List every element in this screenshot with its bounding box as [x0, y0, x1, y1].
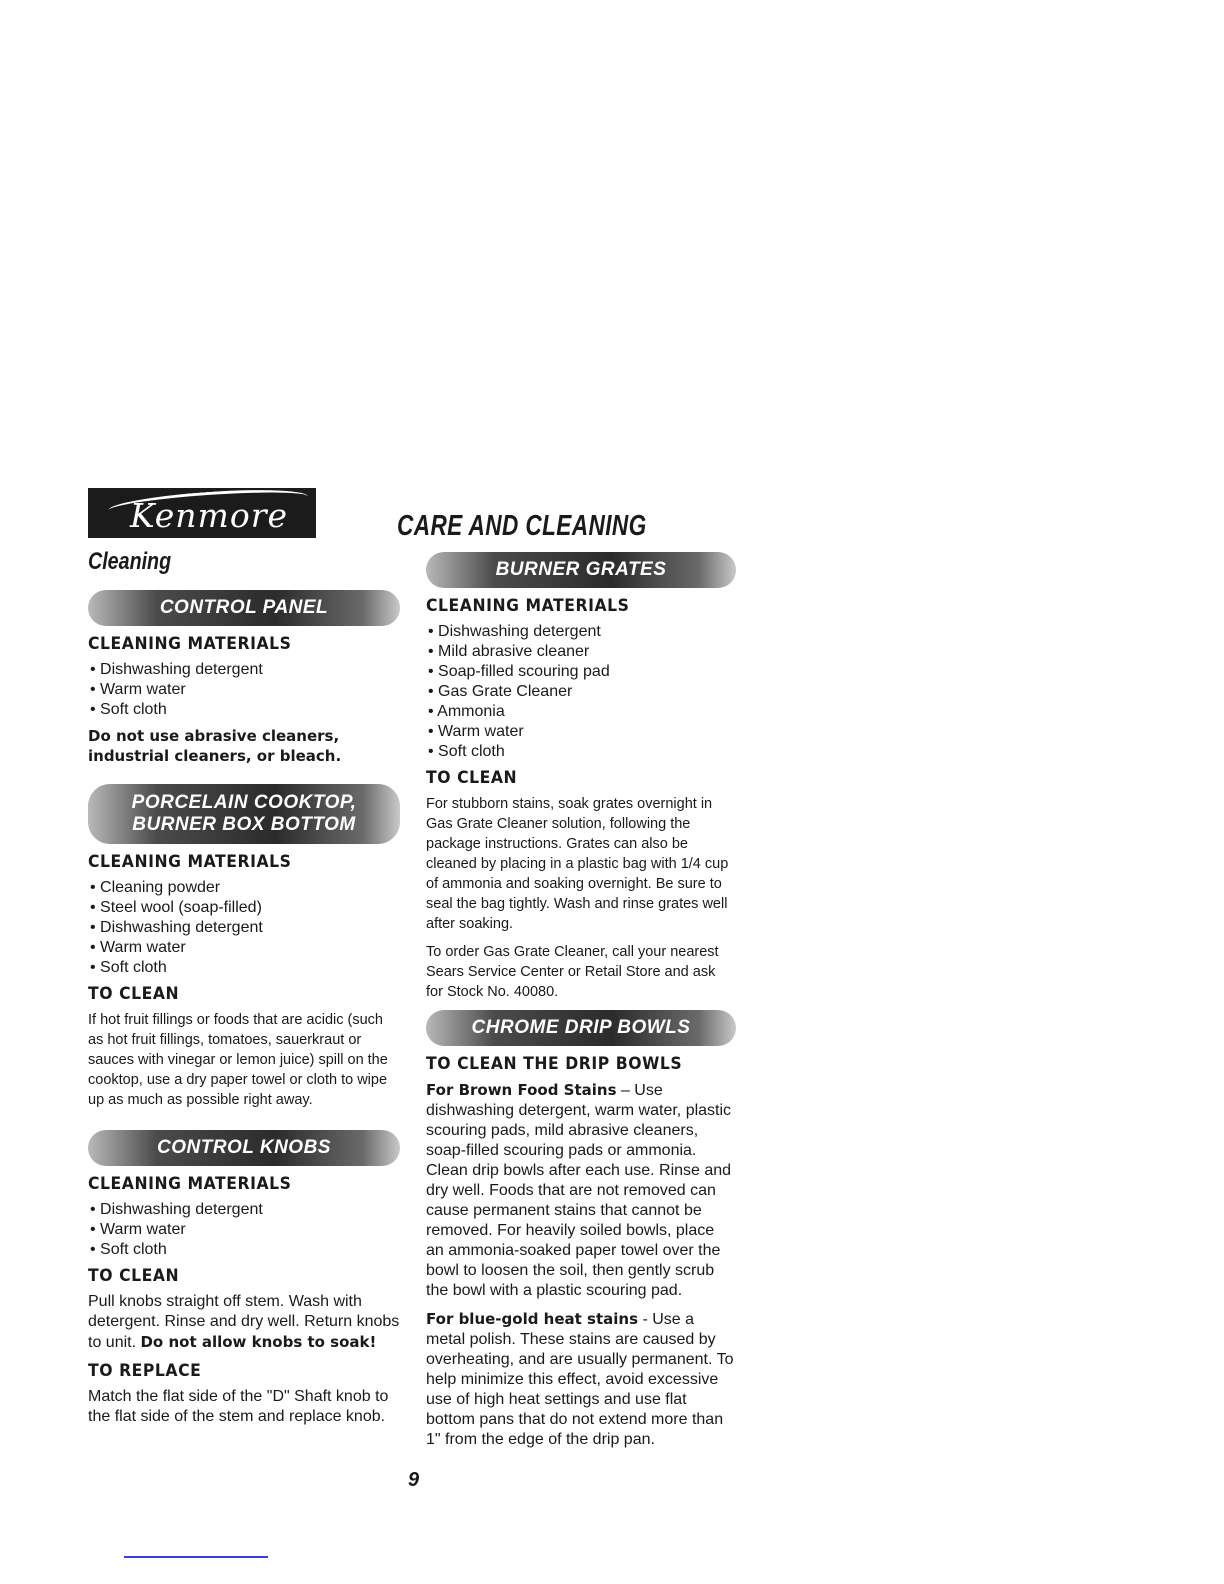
- blue-gold-stains-text: For blue-gold heat stains - Use a metal polish. These stains are caused by overheating, and are usually permanent. To help minimize this effect, avoid excessive use of high heat settings and use flat bottom pans that do not extend more than 1" from the edge of the drip pan.: [426, 1310, 734, 1448]
- list-item: • Soap-filled scouring pad: [428, 663, 610, 680]
- list-item: • Warm water: [428, 723, 524, 740]
- list-item: • Warm water: [90, 939, 186, 956]
- porcelain-banner: [88, 784, 400, 844]
- control-knobs-banner: CONTROL KNOBS: [88, 1130, 400, 1166]
- blue-gold-lead: For blue-gold heat stains: [426, 1310, 638, 1328]
- control-panel-banner: CONTROL PANEL: [88, 590, 400, 626]
- burner-grates-banner: BURNER GRATES: [426, 552, 736, 588]
- brown-stains-text: For Brown Food Stains – Use dishwashing detergent, warm water, plastic scouring pads, mild abrasive cleaners, soap-filled scouring pads or ammonia. Clean drip bowls after each use. Rinse and dry well. Foods that are not removed can cause permanent stains that cannot be removed. For heavily soiled bowls, place an ammonia-soaked paper towel over the bowl to loosen the soil, then gently scrub the bowl with a plastic scouring pad.: [426, 1081, 732, 1299]
- list-item: • Steel wool (soap-filled): [90, 899, 262, 916]
- logo-text: Kenmore: [130, 496, 289, 535]
- chrome-drip-bowls-section: [426, 1010, 736, 1450]
- cleaning-materials-heading: CLEANING MATERIALS: [88, 852, 292, 872]
- list-item: • Mild abrasive cleaner: [428, 643, 590, 660]
- list-item: • Dishwashing detergent: [428, 623, 601, 640]
- cleaning-materials-heading: CLEANING MATERIALS: [88, 1174, 292, 1194]
- list-item: • Soft cloth: [428, 743, 505, 760]
- cleaning-materials-heading: CLEANING MATERIALS: [426, 596, 630, 616]
- to-clean-drip-bowls-heading: TO CLEAN THE DRIP BOWLS: [426, 1054, 683, 1074]
- materials-list: [426, 622, 736, 762]
- list-item: • Soft cloth: [90, 1241, 167, 1258]
- control-panel-section: [88, 590, 400, 766]
- materials-list: [88, 660, 400, 720]
- control-knobs-section: [88, 1130, 400, 1427]
- porcelain-clean-text: If hot fruit fillings or foods that are acidic (such as hot fruit fillings, tomatoes, sauerkraut or sauces with vinegar or lemon juice) spill on the cooktop, use a dry paper towel or cloth to wipe up as much as possible right away.: [88, 1012, 388, 1108]
- burner-grates-section: [426, 552, 736, 1002]
- banner-line: BURNER BOX BOTTOM: [132, 814, 356, 835]
- grates-clean-text: For stubborn stains, soak grates overnight in Gas Grate Cleaner solution, following the package instructions. Grates can also be cleaned by placing in a plastic bag with 1/4 cup of ammonia and soaking overnight. Be sure to seal the bag tightly. Wash and rinse grates well after soaking.: [426, 796, 729, 932]
- list-item: • Dishwashing detergent: [90, 919, 263, 936]
- list-item: • Soft cloth: [90, 701, 167, 718]
- kenmore-logo: [88, 488, 316, 538]
- footer-link-line: [124, 1556, 268, 1558]
- list-item: • Warm water: [90, 681, 186, 698]
- list-item: • Gas Grate Cleaner: [428, 683, 573, 700]
- page-number: 9: [408, 1469, 420, 1491]
- materials-list: [88, 878, 400, 978]
- cleaning-materials-heading: CLEANING MATERIALS: [88, 634, 292, 654]
- left-column: [88, 590, 400, 1435]
- list-item: • Dishwashing detergent: [90, 1201, 263, 1218]
- list-item: • Cleaning powder: [90, 879, 221, 896]
- list-item: • Ammonia: [428, 703, 505, 720]
- porcelain-section: [88, 784, 400, 1130]
- knobs-clean-text: Pull knobs straight off stem. Wash with detergent. Rinse and dry well. Return knobs to unit. Do not allow knobs to soak!: [88, 1293, 400, 1351]
- to-clean-heading: TO CLEAN: [88, 1266, 180, 1286]
- list-item: • Soft cloth: [90, 959, 167, 976]
- grates-order-text: To order Gas Grate Cleaner, call your nearest Sears Service Center or Retail Store and ask for Stock No. 40080.: [426, 944, 719, 1000]
- knobs-soak-warning: Do not allow knobs to soak!: [140, 1333, 377, 1351]
- section-label: Cleaning: [88, 548, 172, 575]
- to-clean-heading: TO CLEAN: [426, 768, 518, 788]
- knobs-replace-text: Match the flat side of the "D" Shaft knob to the flat side of the stem and replace knob.: [88, 1388, 389, 1425]
- brown-stains-lead: For Brown Food Stains: [426, 1081, 617, 1099]
- list-item: • Dishwashing detergent: [90, 661, 263, 678]
- page-title: CARE AND CLEANING: [397, 510, 647, 542]
- chrome-drip-bowls-banner: CHROME DRIP BOWLS: [426, 1010, 736, 1046]
- materials-list: [88, 1200, 400, 1260]
- abrasive-warning: Do not use abrasive cleaners, industrial cleaners, or bleach.: [88, 727, 342, 765]
- right-column: [426, 552, 736, 1458]
- banner-line: PORCELAIN COOKTOP,: [131, 792, 357, 813]
- list-item: • Warm water: [90, 1221, 186, 1238]
- to-replace-heading: TO REPLACE: [88, 1361, 202, 1381]
- to-clean-heading: TO CLEAN: [88, 984, 180, 1004]
